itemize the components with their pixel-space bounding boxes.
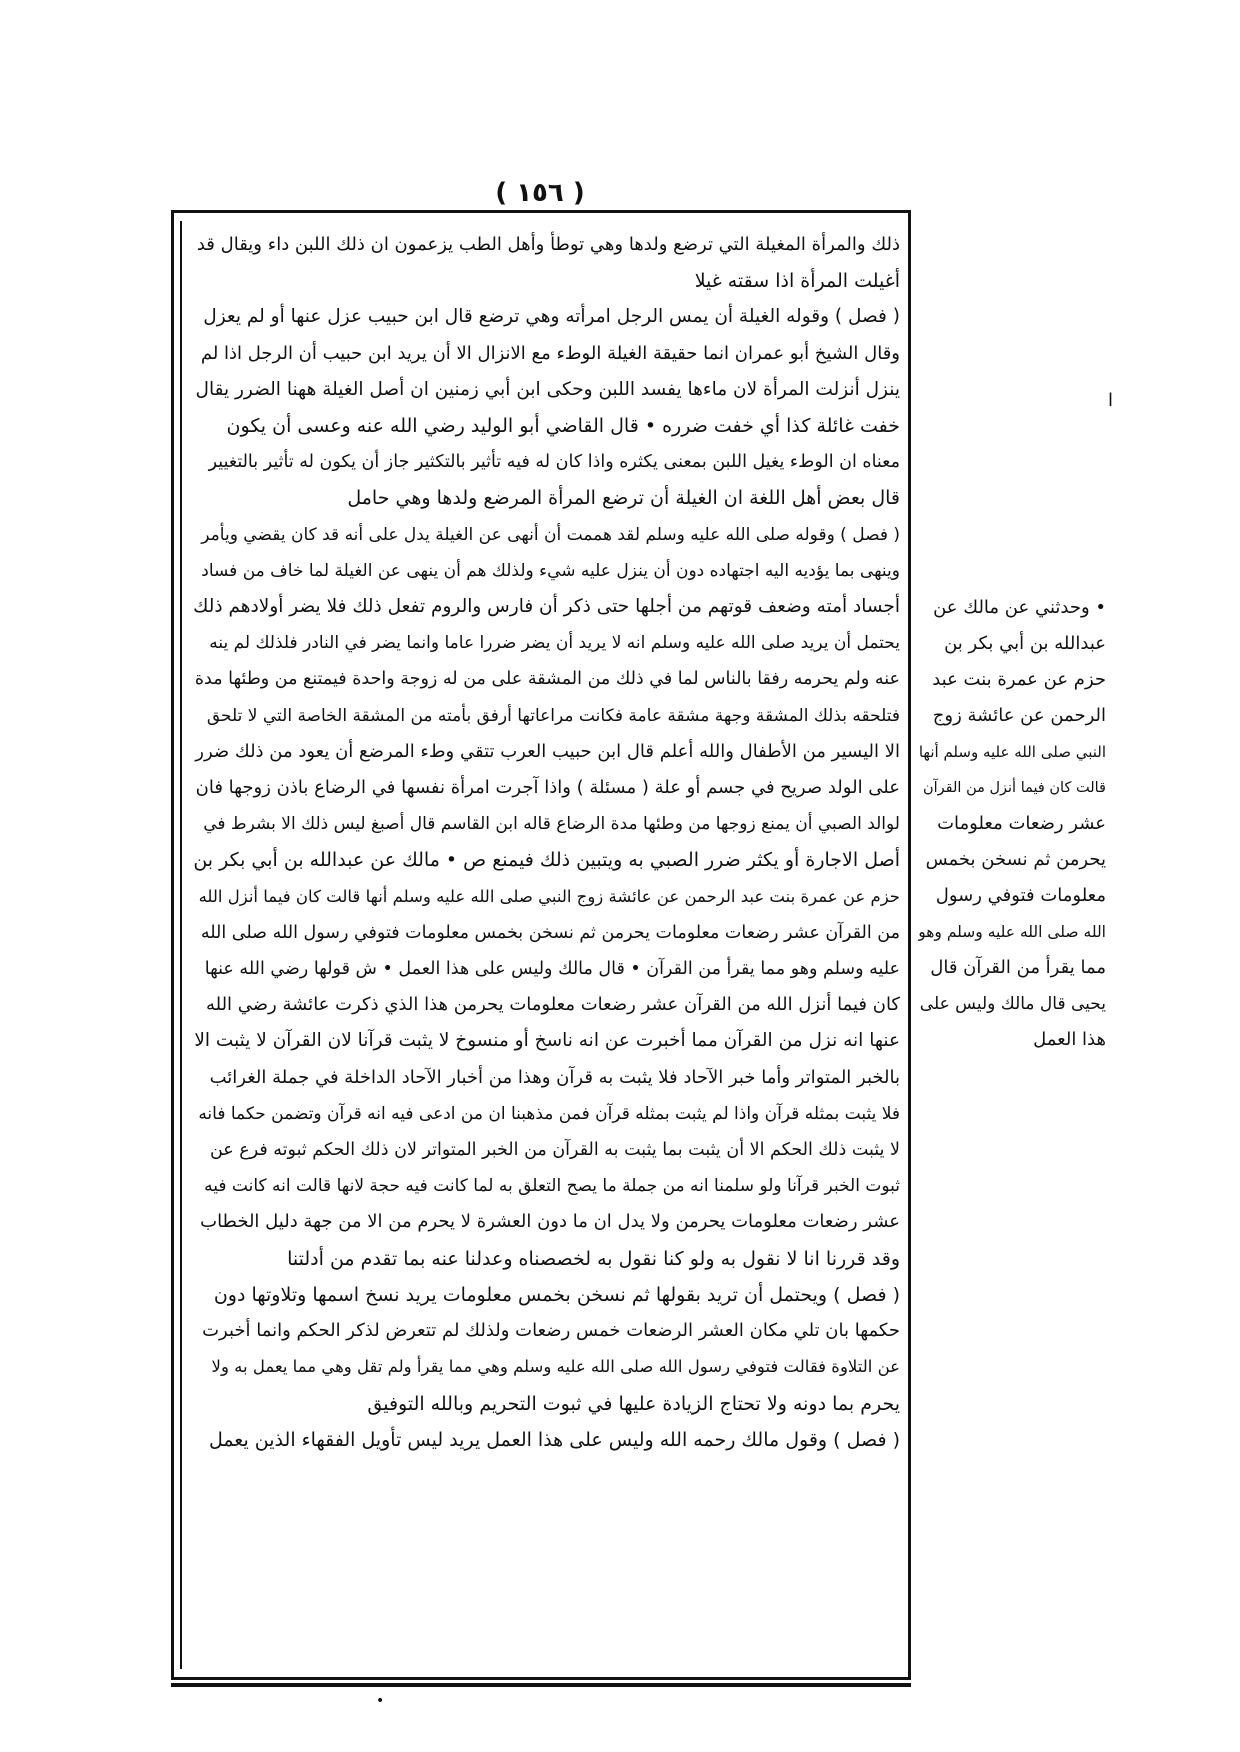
margin-note-line: عشر رضعات معلومات xyxy=(937,813,1106,834)
main-text-body xyxy=(192,227,900,1663)
text-line: لوالد الصبي أن يمنع زوجها من وطئها مدة الرضاع قاله ابن القاسم قال أصبغ ليس ذلك الا بشرط في xyxy=(203,814,900,835)
text-line: ( فصل ) وقوله صلى الله عليه وسلم لقد هممت أن أنهى عن الغيلة يدل على أنه قد كان يقضي ويأمر xyxy=(201,524,900,545)
text-line: ( فصل ) وقوله الغيلة أن يمس الرجل امرأته وهي ترضع قال ابن حبيب عزل عنها أو لم يعزل xyxy=(203,306,900,328)
text-line: عنها انه نزل من القرآن مما أخبرت عن انه ناسخ أو منسوخ لا يثبت قرآنا لان القرآن لا يثبت الا xyxy=(194,1030,900,1052)
text-line: حكمها بان تلي مكان العشر الرضعات خمس رضعات ولذلك لم تتعرض لذكر الحكم وانما أخبرت xyxy=(202,1320,900,1342)
margin-note-line: الله صلى الله عليه وسلم وهو xyxy=(918,923,1106,941)
text-line: على الولد صريح في جسم أو علة ( مسئلة ) واذا آجرت امرأة نفسها في الرضاع باذن زوجها فان xyxy=(195,777,900,799)
margin-mark: ا xyxy=(1108,390,1114,411)
margin-note-line: حزم عن عمرة بنت عبد xyxy=(932,669,1106,690)
text-line: فتلحقه بذلك المشقة وجهة مشقة عامة فكانت مراعاتها أرفق بأمته من المشقة الخاصة التي لا تلحق xyxy=(206,705,900,726)
margin-note-line: هذا العمل xyxy=(1033,1029,1106,1050)
bottom-mark: • xyxy=(376,1693,385,1709)
text-line: أصل الاجارة أو يكثر ضرر الصبي به ويتبين ذلك فيمنع ص • مالك عن عبدالله بن أبي بكر بن xyxy=(193,849,900,872)
text-line: ( فصل ) ويحتمل أن تريد بقولها ثم نسخن بخمس معلومات يريد نسخ اسمها وتلاوتها دون xyxy=(213,1283,900,1306)
text-line: وينهى بما يؤديه اليه اجتهاده دون أن ينزل عليه شيء ولذلك هم أن ينهى عن الغيلة لما خاف من فساد xyxy=(201,560,900,581)
text-line: خفت غائلة كذا أي خفت ضرره • قال القاضي أبو الوليد رضي الله عنه وعسى أن يكون xyxy=(226,415,900,438)
text-line: ذلك والمرأة المغيلة التي ترضع ولدها وهي توطأ وأهل الطب يزعمون ان ذلك اللبن داء ويقال قد xyxy=(196,234,900,255)
text-line: عنه ولم يحرمه رفقا بالناس لما في ذلك من المشقة على من له زوجة واحدة فيمتنع من وطئها مدة xyxy=(194,669,900,690)
page-number: ( ١٥٦ ) xyxy=(495,178,585,208)
margin-note xyxy=(918,590,1106,1058)
text-line: أغيلت المرأة اذا سقته غيلا xyxy=(694,270,900,293)
text-line: عن التلاوة فقالت فتوفي رسول الله صلى الله عليه وسلم وهي مما يقرأ ولم تقل وهي مما يعمل به ولا xyxy=(211,1357,900,1377)
text-line: بالخبر المتواتر وأما خبر الآحاد فلا يثبت به قرآن وهذا من أخبار الآحاد الداخلة في جملة الغرائب xyxy=(209,1066,900,1088)
text-line: أجساد أمته وضعف قوتهم من أجلها حتى ذكر أن فارس والروم تفعل ذلك فلا يضر أولادهم ذلك xyxy=(193,596,900,618)
text-line: من القرآن عشر رضعات معلومات يحرمن ثم نسخن بخمس معلومات فتوفي رسول الله صلى الله xyxy=(200,922,900,943)
margin-note-line: قالت كان فيما أنزل من القرآن xyxy=(923,780,1106,796)
main-text-frame xyxy=(171,210,911,1680)
text-line: عليه وسلم وهو مما يقرأ من القرآن • قال مالك وليس على هذا العمل • ش قولها رضي الله عنها xyxy=(204,959,900,980)
text-line: كان فيما أنزل الله من القرآن عشر رضعات معلومات يحرمن هذا الذي ذكرت عائشة رضي الله xyxy=(205,994,900,1016)
margin-note-line: النبي صلى الله عليه وسلم أنها xyxy=(918,743,1106,761)
margin-note-line: يحرمن ثم نسخن بخمس xyxy=(925,849,1106,870)
text-line: ينزل أنزلت المرأة لان ماءها يفسد اللبن وحكى ابن أبي زمنين ان أصل الغيلة ههنا الضرر يقال xyxy=(195,378,900,400)
margin-note-line: • وحدثني عن مالك عن xyxy=(933,597,1106,618)
text-line: وقال الشيخ أبو عمران انما حقيقة الغيلة الوطء مع الانزال الا أن يريد ابن حبيب أن الرجل اذا لم xyxy=(200,342,900,364)
text-line: عشر رضعات معلومات يحرمن ولا يدل ان ما دون العشرة لا يحرم من الا من جهة دليل الخطاب xyxy=(200,1211,900,1233)
margin-note-line: معلومات فتوفي رسول xyxy=(935,885,1106,906)
margin-note-line: الرحمن عن عائشة زوج xyxy=(932,705,1106,726)
text-line: حزم عن عمرة بنت عبد الرحمن عن عائشة زوج النبي صلى الله عليه وسلم أنها قالت كان فيما أنزل الله xyxy=(198,886,900,906)
margin-note-line: مما يقرأ من القرآن قال xyxy=(930,957,1106,978)
text-line: معناه ان الوطء يغيل اللبن بمعنى يكثره واذا كان له فيه تأثير بالتكثير جاز أن يكون له تأثير بالتغيير xyxy=(208,452,900,473)
margin-note-line: عبدالله بن أبي بكر بن xyxy=(944,633,1106,654)
text-line: ( فصل ) وقول مالك رحمه الله وليس على هذا العمل يريد ليس تأويل الفقهاء الذين يعمل xyxy=(208,1428,900,1451)
text-line: وقد قررنا انا لا نقول به ولو كنا نقول به لخصصناه وعدلنا عنه بما تقدم من أدلتنا xyxy=(287,1247,900,1270)
text-line: فلا يثبت بمثله قرآن واذا لم يثبت بمثله قرآن فمن مذهبنا ان من ادعى فيه انه قرآن وتضمن حكما فانه xyxy=(198,1103,900,1124)
text-line: ثبوت الخبر قرآنا ولو سلمنا انه من جملة ما يصح التعلق به لما كانت فيه حجة لانها قالت انه كانت فيه xyxy=(204,1176,900,1197)
margin-note-line: يحيى قال مالك وليس على xyxy=(919,994,1106,1014)
text-line: لا يثبت ذلك الحكم الا أن يثبت بما يثبت به القرآن من الخبر المتواتر لان ذلك الحكم ثبوته فرع عن xyxy=(209,1140,900,1161)
text-line: الا اليسير من الأطفال والله أعلم قال ابن حبيب العرب تتقي وطء المرضع أن يعود من ذلك ضرر xyxy=(195,740,900,762)
text-line: يحرم بما دونه ولا تحتاج الزيادة عليها في ثبوت التحريم وبالله التوفيق xyxy=(367,1392,900,1415)
text-line: يحتمل أن يريد صلى الله عليه وسلم انه لا يريد أن يضر ضررا عاما وانما يضر في النادر فلذلك لم ينه xyxy=(209,633,900,654)
text-line: قال بعض أهل اللغة ان الغيلة أن ترضع المرأة المرضع ولدها وهي حامل xyxy=(347,487,900,510)
